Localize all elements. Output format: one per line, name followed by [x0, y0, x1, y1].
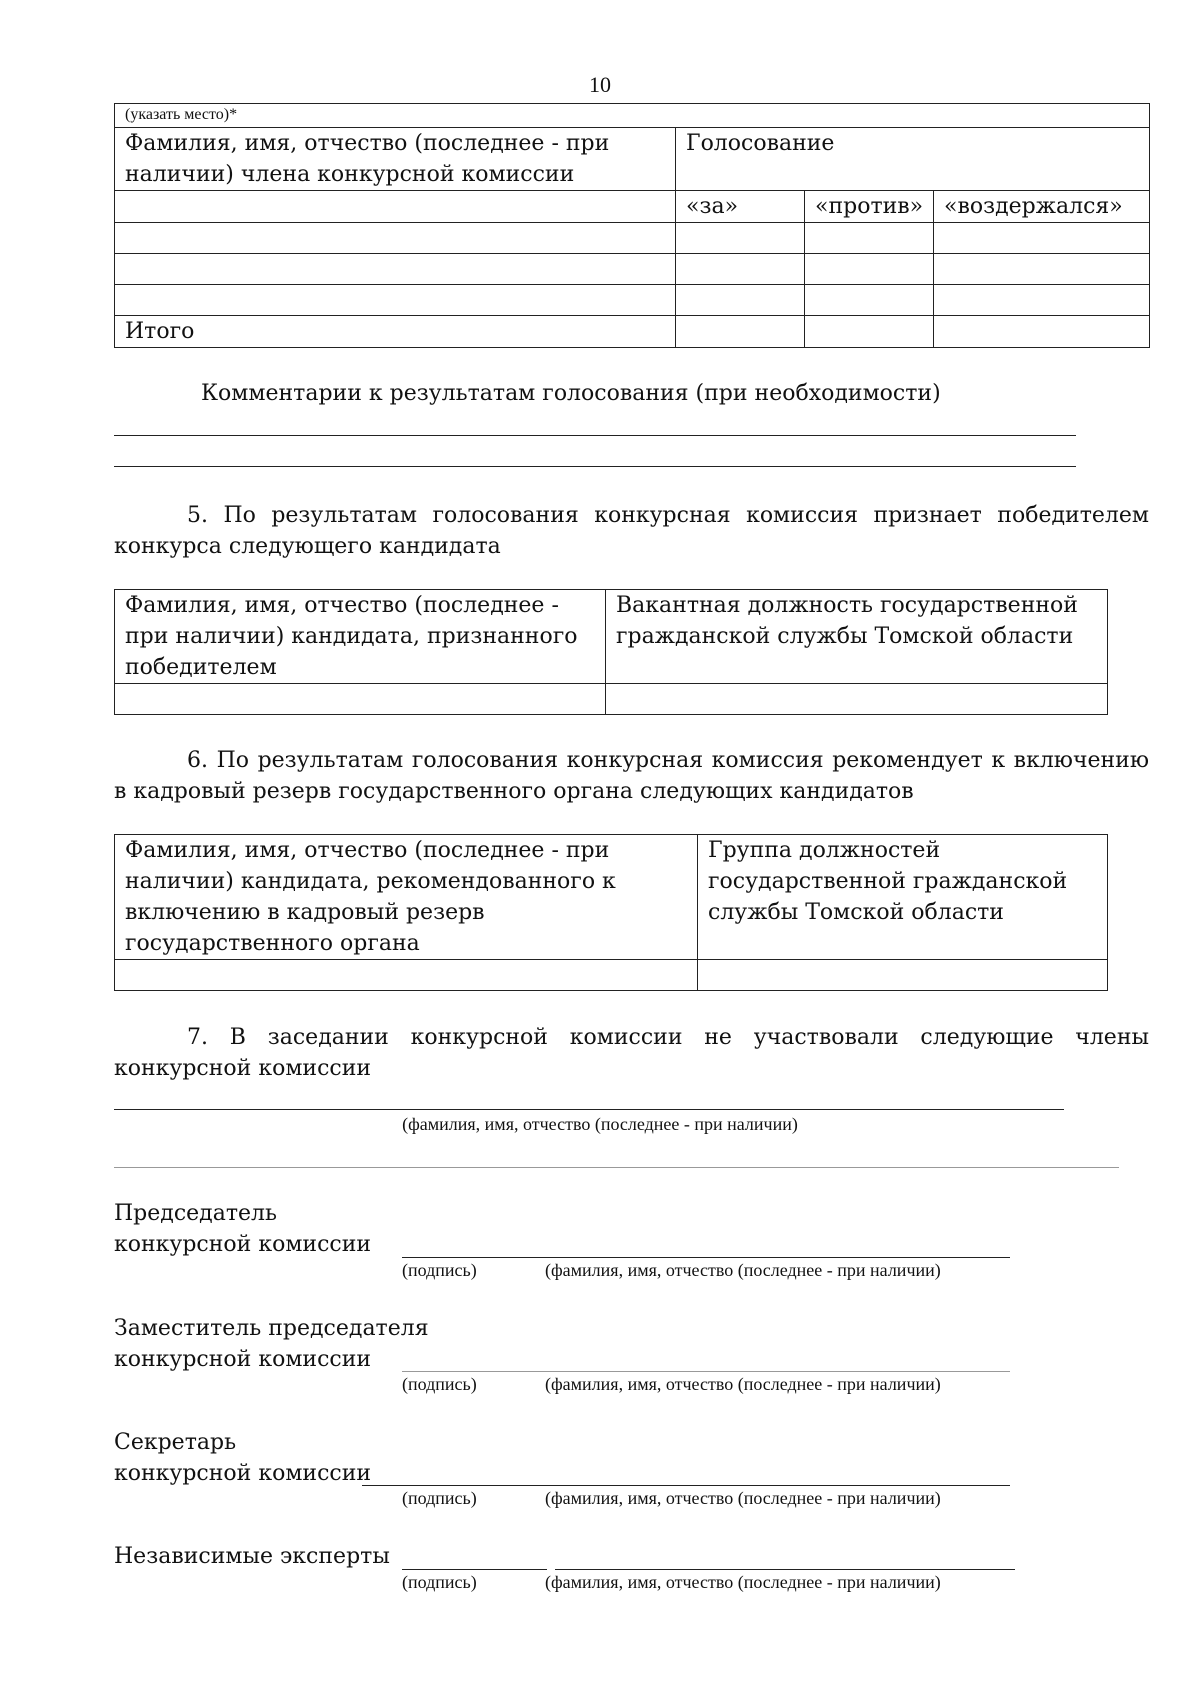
experts-label: Независимые эксперты — [114, 1544, 390, 1569]
secretary-label-1: Секретарь — [114, 1430, 237, 1455]
absent-members-line — [114, 1109, 1064, 1110]
signature-caption: (подпись) — [402, 1572, 477, 1592]
table-row — [115, 223, 1150, 254]
signature-caption: (подпись) — [402, 1260, 477, 1280]
comment-line — [114, 466, 1076, 467]
table-row — [115, 684, 1108, 715]
experts-name-line — [555, 1569, 1015, 1570]
secretary-signature-line — [362, 1485, 1010, 1486]
position-group-header: Группа должностей государственной гражданской службы Томской области — [698, 835, 1108, 960]
comment-line — [114, 435, 1076, 436]
comments-label: Комментарии к результатам голосования (при необходимости) — [201, 381, 941, 406]
deputy-label-1: Заместитель председателя — [114, 1316, 429, 1341]
deputy-signature-line — [402, 1371, 1010, 1372]
signature-caption: (подпись) — [402, 1374, 477, 1394]
section6-text: 6. По результатам голосования конкурсная комиссия рекомендует к включению в кадровый резерв государственного органа следующих кандидатов — [114, 748, 1149, 804]
col-against: «против» — [805, 191, 934, 223]
page-number: 10 — [589, 72, 611, 97]
name-caption: (фамилия, имя, отчество (последнее - при наличии) — [545, 1488, 941, 1508]
experts-signature-line — [402, 1569, 547, 1570]
name-caption: (фамилия, имя, отчество (последнее - при наличии) — [545, 1572, 941, 1592]
absent-name-caption: (фамилия, имя, отчество (последнее - при наличии) — [402, 1114, 798, 1134]
voting-header: Голосование — [676, 128, 1150, 191]
signature-caption: (подпись) — [402, 1488, 477, 1508]
deputy-label-2: конкурсной комиссии — [114, 1347, 372, 1372]
winner-table — [114, 589, 1108, 715]
member-name-header: Фамилия, имя, отчество (последнее - при наличии) члена конкурсной комиссии — [115, 128, 676, 191]
reserve-table — [114, 834, 1108, 991]
chairman-signature-line — [402, 1257, 1010, 1258]
section5-text: 5. По результатам голосования конкурсная комиссия признает победителем конкурса следующего кандидата — [114, 503, 1149, 559]
place-note: (указать место)* — [115, 104, 1150, 128]
col-for: «за» — [676, 191, 805, 223]
table-cell — [115, 191, 676, 223]
name-caption: (фамилия, имя, отчество (последнее - при наличии) — [545, 1260, 941, 1280]
vacant-position-header: Вакантная должность государственной гражданской службы Томской области — [606, 590, 1108, 684]
voting-table — [114, 103, 1150, 348]
winner-name-header: Фамилия, имя, отчество (последнее - при наличии) кандидата, признанного победителем — [115, 590, 606, 684]
table-row — [115, 254, 1150, 285]
section7-text: 7. В заседании конкурсной комиссии не участвовали следующие члены конкурсной комиссии — [114, 1025, 1149, 1081]
chairman-label-2: конкурсной комиссии — [114, 1232, 372, 1257]
chairman-label-1: Председатель — [114, 1201, 277, 1226]
secretary-label-2: конкурсной комиссии — [114, 1461, 372, 1486]
total-label: Итого — [115, 316, 676, 348]
col-abstain: «воздержался» — [934, 191, 1150, 223]
name-caption: (фамилия, имя, отчество (последнее - при наличии) — [545, 1374, 941, 1394]
divider — [114, 1167, 1119, 1168]
reserve-name-header: Фамилия, имя, отчество (последнее - при наличии) кандидата, рекомендованного к включению в кадровый резерв государственного органа — [115, 835, 698, 960]
table-row — [115, 285, 1150, 316]
table-row — [115, 960, 1108, 991]
